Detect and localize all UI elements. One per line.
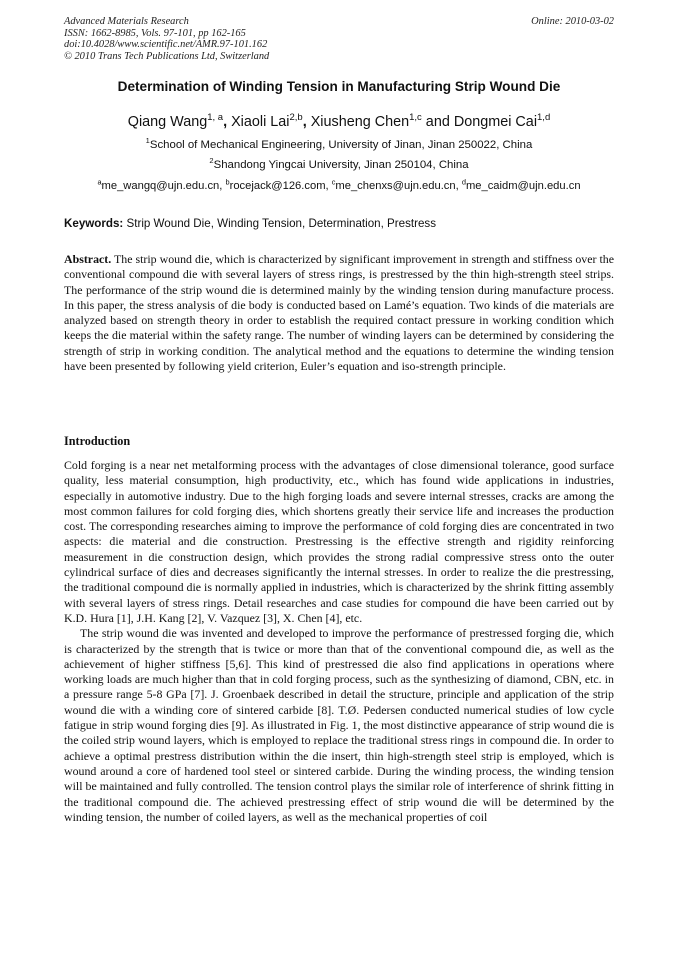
email-link[interactable]: me_caidm@ujn.edu.cn xyxy=(465,180,581,192)
author-list xyxy=(40,114,638,130)
email-mark: c xyxy=(331,177,336,187)
affiliation-text: School of Mechanical Engineering, University of Jinan, Jinan 250022, China xyxy=(149,139,533,151)
keywords-label: Keywords: xyxy=(64,217,124,230)
affiliation-2 xyxy=(40,156,638,171)
keywords-text: Strip Wound Die, Winding Tension, Determination, Prestress xyxy=(123,217,437,230)
author-name: Dongmei Cai xyxy=(453,114,538,130)
email-mark: d xyxy=(461,177,466,187)
email-list xyxy=(30,177,648,192)
affiliation-text: Shandong Yingcai University, Jinan 250104, China xyxy=(213,159,469,171)
author-separator: , xyxy=(302,114,311,130)
journal-header xyxy=(64,16,269,62)
email-mark: b xyxy=(225,177,230,187)
email-mark: a xyxy=(97,177,102,187)
author-name: Xiusheng Chen xyxy=(310,114,410,130)
email-link[interactable]: rocejack@126.com, xyxy=(229,180,332,192)
author-affiliation-mark: 1,d xyxy=(537,112,551,124)
paragraph: Cold forging is a near net metalforming process with the advantages of close dimensional tolerance, good surface quality, less material consumption, high productivity, etc., which has found wide applications in industries, especially in automotive industry. Due to the high forging loads and severe internal stresses, cracks are among the most common failures for cold forging dies, which shortens greatly their service life and increases the production cost. The corresponding researches aiming to improve the performance of cold forging dies are concentrated in two aspects: die material and die construction. Prestressing is the effective strength and rigidity reinforcing measurement in die construction design, which provides the strong radial compressive stress onto the outer cylindrical surface of dies and decreases significantly the internal stresses. In order to realize the die prestressing, the traditional compound die is normally applied in industries, which is characterized by the shrink fitting assembly with several layers of stress rings. Detail researches and case studies for compound die have been carried out by K.D. Hura [1], J.H. Kang [2], V. Vazquez [3], X. Chen [4], etc. xyxy=(64,458,614,625)
abstract-label: Abstract. xyxy=(64,252,112,266)
abstract-text: The strip wound die, which is characterized by significant improvement in strength and stiffness over the conventional compound die with several layers of stress rings, is prestressed by the thin high-strength steel strips. The performance of the strip wound die is determined mainly by the winding tension during manufacture process. In this paper, the stress analysis of die body is conducted based on Lamé’s equation. Two kinds of die materials are analyzed based on strength theory in order to establish the required contact pressure in working condition which keeps the die material within the safety range. The number of winding layers can be determined by considering the strength of strip in working condition. The analytical method and the equations to determine the winding tension have been presented by following yield criterion, Euler’s equation and iso-strength principle. xyxy=(64,252,614,374)
introduction-body xyxy=(64,458,614,825)
affiliation-mark: 1 xyxy=(145,136,150,146)
author-separator: , xyxy=(223,114,232,130)
keywords xyxy=(64,217,436,230)
doi-line: doi:10.4028/www.scientific.net/AMR.97-101.162 xyxy=(64,39,268,51)
email-link[interactable]: me_chenxs@ujn.edu.cn, xyxy=(335,180,462,192)
section-heading-introduction: Introduction xyxy=(64,434,131,448)
affiliation-mark: 2 xyxy=(209,156,214,166)
email-link[interactable]: me_wangq@ujn.edu.cn, xyxy=(101,180,226,192)
author-affiliation-mark: 1, a xyxy=(207,112,224,124)
author-name: Xiaoli Lai xyxy=(231,114,290,130)
author-affiliation-mark: 1,c xyxy=(409,112,422,124)
author-separator: and xyxy=(421,114,454,130)
abstract xyxy=(64,252,614,374)
copyright-line: © 2010 Trans Tech Publications Ltd, Switzerland xyxy=(64,50,270,62)
journal-name: Advanced Materials Research xyxy=(64,16,189,27)
online-date: Online: 2010-03-02 xyxy=(531,16,614,27)
affiliation-1 xyxy=(40,136,638,151)
issn-line: ISSN: 1662-8985, Vols. 97-101, pp 162-165 xyxy=(64,27,246,39)
author-affiliation-mark: 2,b xyxy=(289,112,303,124)
author-name: Qiang Wang xyxy=(127,114,208,130)
paper-title: Determination of Winding Tension in Manufacturing Strip Wound Die xyxy=(117,79,561,94)
paragraph: The strip wound die was invented and developed to improve the performance of prestressed forging die, which is characterized by the strength that is twice or more than that of the conventional compound die, as well as the achievement of higher stiffness [5,6]. This kind of prestressed die also find applications in operations where working loads are much higher than that in cold forging process, such as the synthesizing of diamond, CBN, etc. in a pressure range 5-8 GPa [7]. J. Groenbaek described in detail the structure, principle and application of the strip wound die with a winding core of sintered carbide [8]. T.Ø. Pedersen conducted numerical studies of low cycle fatigue in strip wound forging dies [9]. As illustrated in Fig. 1, the most distinctive appearance of strip wound die is the coiled strip wound layers, which is employed to replace the traditional stress rings in compound die. In order to achieve a optimal prestress distribution within the die insert, thin high-strength steel strip is employed, which is wound around a core of hardened tool steel or sintered carbide. During the winding process, the winding tension will be maintained and fully controlled. The tension control plays the similar role of interference of shrink fitting in the traditional compound die. The achieved prestressing effect of strip wound die will be determined by the winding tension, the number of coiled layers, as well as the mechanical properties of coil xyxy=(64,626,614,824)
